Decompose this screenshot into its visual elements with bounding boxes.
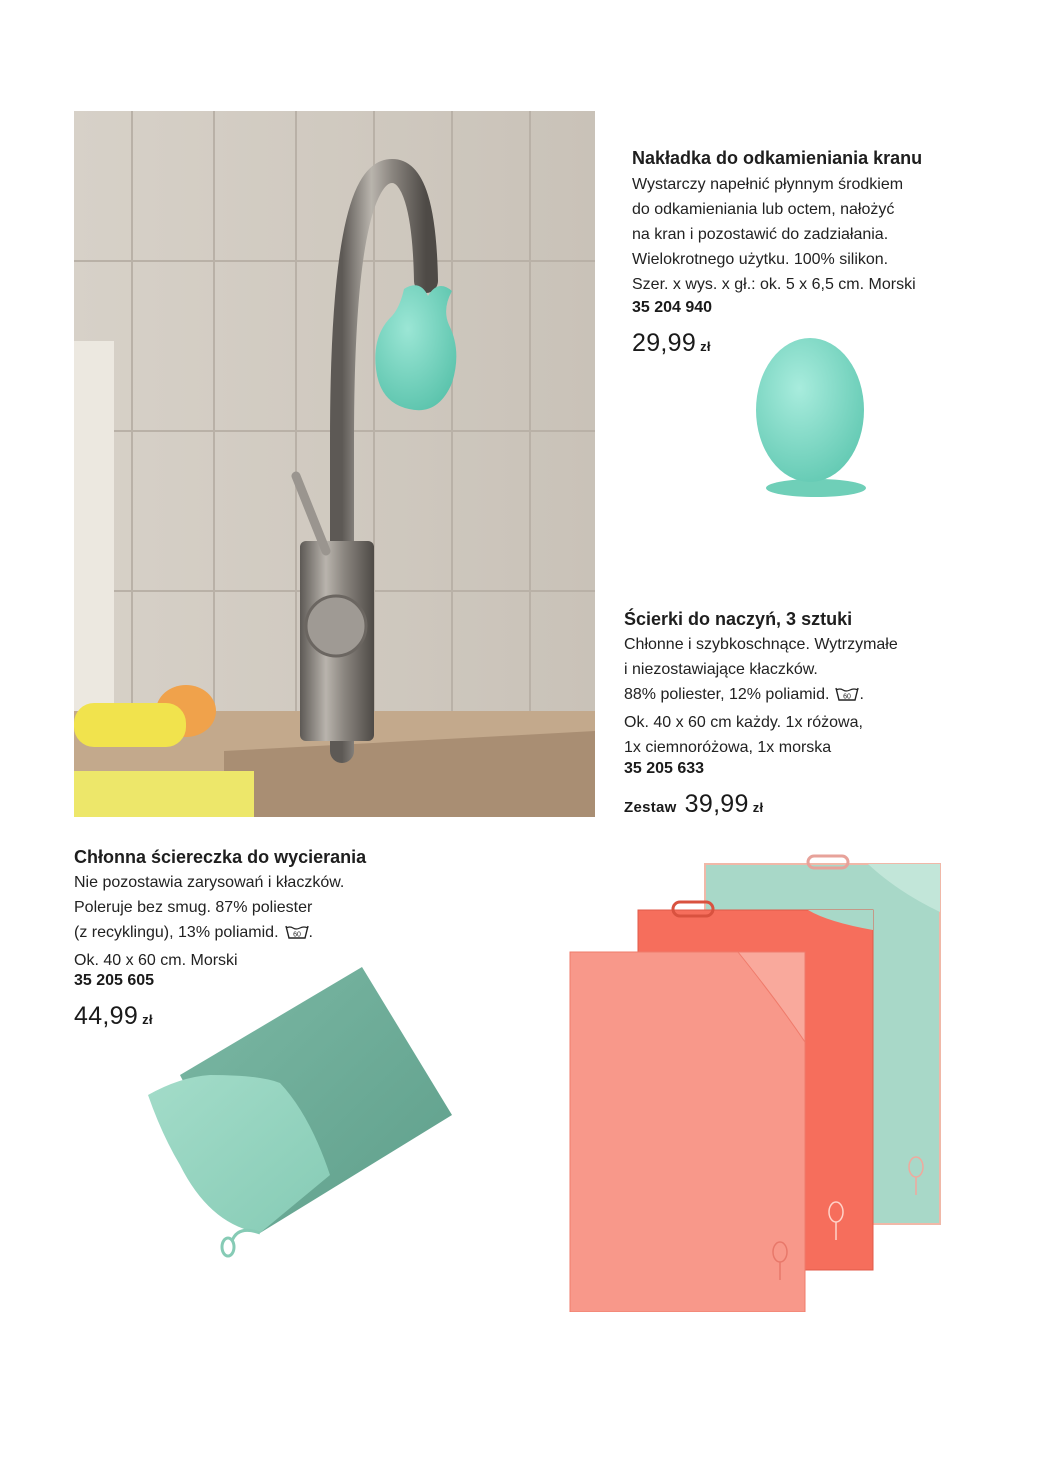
product-1-currency: zł (700, 339, 711, 354)
product-1-title: Nakładka do odkamieniania kranu (632, 148, 923, 168)
product-2-title: Ścierki do naczyń, 3 sztuki (624, 609, 853, 629)
product-2-price-row (624, 789, 763, 823)
faucet-photo (74, 111, 595, 817)
product-3-desc-line: Poleruje bez smug. 87% poliester (74, 899, 313, 916)
product-1-desc-line: na kran i pozostawić do zadziałania. (632, 226, 889, 243)
product-1-desc-line: do odkamieniania lub octem, nałożyć (632, 201, 895, 218)
product-1-desc-line: Wystarczy napełnić płynnym środkiem (632, 176, 904, 193)
product-3-desc-line: (z recyklingu), 13% poliamid. (74, 924, 279, 941)
product-1-code: 35 204 940 (632, 299, 713, 316)
product-3-price: 44,99 (74, 1002, 139, 1030)
towel-pink (570, 952, 805, 1312)
product-3-desc-line: Nie pozostawia zarysowań i kłaczków. (74, 874, 345, 891)
dish-towels-image (568, 852, 953, 1312)
product-2-desc-line: 1x ciemnoróżowa, 1x morska (624, 739, 832, 756)
product-2-desc-line: Chłonne i szybkoschnące. Wytrzymałe (624, 636, 898, 653)
product-3-title: Chłonna ściereczka do wycierania (74, 847, 367, 867)
product-2-description: Chłonne i szybkoschnące. Wytrzymałe i niezostawiające kłaczków. 88% poliester, 12% poliamid. 60 . Ok. 40 x 60 cm każdy. 1x różowa, 1x ciemnoróżowa, 1x morska (624, 632, 898, 760)
product-1-desc-line: Wielokrotnego użytku. 100% silikon. (632, 251, 889, 268)
product-2-currency: zł (752, 800, 764, 815)
product-2-desc-line: i niezostawiające kłaczków. (624, 661, 818, 678)
wash-60-label: 60 (843, 693, 852, 701)
product-1-price-row (632, 328, 711, 362)
wash-60-label: 60 (292, 931, 301, 939)
product-3-currency: zł (142, 1012, 153, 1027)
product-2-price-prefix: Zestaw (624, 799, 677, 816)
product-1-price: 29,99 (632, 329, 697, 357)
descaling-cap-image (748, 328, 868, 498)
product-3-code: 35 205 605 (74, 972, 155, 989)
microfiber-cloth-image (140, 965, 470, 1265)
product-2-desc-line: Ok. 40 x 60 cm każdy. 1x różowa, (624, 714, 863, 731)
wash-60-icon (835, 685, 859, 710)
product-3-description: Nie pozostawia zarysowań i kłaczków. Poleruje bez smug. 87% poliester (z recyklingu), 13% poliamid. 60 . Ok. 40 x 60 cm. Morski (74, 870, 344, 973)
product-2-code: 35 205 633 (624, 760, 705, 777)
product-3-desc-line: Ok. 40 x 60 cm. Morski (74, 952, 238, 969)
product-1-desc-line: Szer. x wys. x gł.: ok. 5 x 6,5 cm. Morski (632, 276, 916, 293)
wash-60-icon (285, 923, 309, 948)
faucet-photo-illustration (74, 111, 595, 817)
product-2-price: 39,99 (684, 790, 749, 818)
product-2-desc-line: 88% poliester, 12% poliamid. (624, 686, 830, 703)
product-1-description (632, 172, 916, 297)
